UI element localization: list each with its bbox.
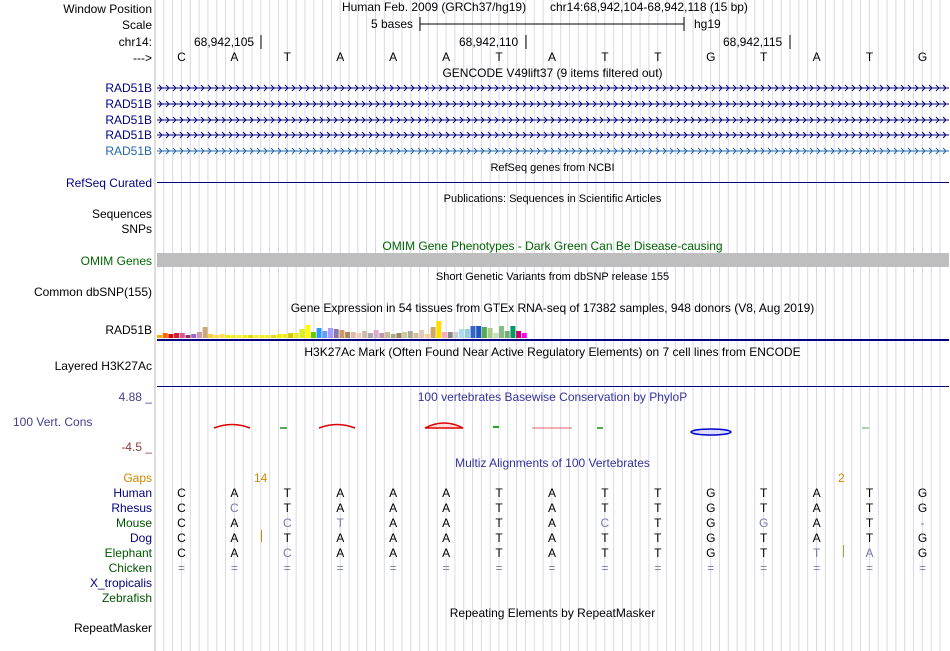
h3k27ac-track-title[interactable]: H3K27Ac Mark (Often Found Near Active Regulatory Elements) on 7 cell lines from ENCODE [304,345,801,359]
gtex-tissue-bar [191,334,196,338]
refseq-label[interactable]: RefSeq Curated [65,176,152,190]
alignment-base: T [495,546,503,560]
alignment-base: A [336,486,345,500]
alignment-base: C [177,516,186,530]
alignment-base: T [812,546,821,560]
base-letter: T [865,50,874,64]
scale-label: Scale [121,18,152,32]
alignment-base: T [760,546,768,560]
gtex-tissue-bar [214,335,219,338]
phylop-min: -4.5 _ [121,440,152,454]
alignment-base: T [495,486,503,500]
alignment-base: A [389,501,398,515]
gtex-tissue-bar [402,332,407,338]
alignment-base: A [547,501,556,515]
alignment-base: T [601,501,609,515]
alignment-base: T [654,516,662,530]
alignment-base: T [283,501,291,515]
gtex-tissue-bar [505,331,510,338]
alignment-base: = [177,561,185,575]
window-position-label: Window Position [63,2,152,16]
assembly-title: Human Feb. 2009 (GRCh37/hg19) [342,0,527,14]
alignment-base: = [707,561,715,575]
alignment-base: A [389,516,398,530]
alignment-base: T [865,516,874,530]
gtex-tissue-bar [425,334,430,338]
gtex-tissue-bar [260,335,265,338]
gtex-tissue-bar [488,328,493,338]
gtex-tissue-bar [453,332,458,338]
alignment-base: C [282,516,292,530]
gtex-tissue-bar [271,335,276,338]
alignment-base: A [547,516,556,530]
omim-feature-bar[interactable] [157,253,949,267]
gtex-tissue-bar [442,332,447,338]
gtex-tissue-bar [254,335,259,338]
alignment-base: G [706,516,716,530]
alignment-base: A [547,531,556,545]
base-letter: A [336,50,345,64]
db-name: hg19 [694,17,721,31]
alignment-base: T [760,486,768,500]
gtex-tissue-bar [493,333,498,338]
species-label[interactable]: Dog [129,531,152,545]
alignment-base: A [389,531,398,545]
gtex-tissue-bar [311,332,316,338]
base-letter: T [601,50,609,64]
gtex-tissue-bar [243,335,248,338]
gtex-tissue-bar [203,327,208,338]
alignment-base: A [812,501,821,515]
gencode-transcript [157,132,949,138]
alignment-base: A [442,501,451,515]
gap-count: 14 [254,471,268,485]
alignment-base: - [920,516,925,530]
alignment-base: G [917,486,928,500]
alignment-base: = [760,561,768,575]
alignment-base: A [442,546,451,560]
alignment-base: A [389,486,398,500]
omim-track-title[interactable]: OMIM Gene Phenotypes - Dark Green Can Be Disease-causing [382,239,723,253]
repeatmasker-track-title[interactable]: Repeating Elements by RepeatMasker [449,606,656,620]
gencode-item-label[interactable]: RAD51B [105,113,152,127]
species-label[interactable]: X_tropicalis [89,576,152,590]
alignment-base: A [547,486,556,500]
alignment-base: T [495,516,503,530]
gtex-track-title[interactable]: Gene Expression in 54 tissues from GTEx RNA-seq of 17382 samples, 948 donors (V8, Aug 2019) [290,301,815,315]
gtex-tissue-bar [300,329,305,338]
gtex-tissue-bar [345,332,350,338]
alignment-base: G [917,501,928,515]
phylop-label[interactable]: 100 Vert. Cons [13,415,93,429]
gaps-label: Gaps [123,471,152,485]
gtex-tissue-bar [168,334,173,338]
refseq-transcript[interactable] [157,182,949,183]
gtex-tissue-bar [231,335,236,338]
alignment-base: T [283,531,291,545]
alignment-base: A [812,486,821,500]
gtex-tissue-bar [163,333,168,338]
alignment-base: T [654,531,662,545]
gtex-tissue-bar [368,333,373,338]
alignment-base: = [813,561,821,575]
alignment-base: C [282,546,292,560]
gtex-tissue-bar [436,321,441,338]
tick-label: 68,942,105 [194,35,255,49]
alignment-base: G [917,531,928,545]
publications-track-title[interactable]: Publications: Sequences in Scientific Articles [443,193,662,205]
gtex-tissue-bar [197,332,202,338]
gtex-tissue-bar [339,330,344,338]
alignment-base: = [230,561,238,575]
gtex-tissue-bar [317,328,322,338]
gtex-tissue-bar [362,331,367,338]
gtex-tissue-bar [510,326,515,338]
alignment-base: A [547,546,556,560]
base-letter: C [177,50,186,64]
alignment-base: T [865,486,874,500]
gtex-tissue-bar [282,334,287,338]
alignment-base: A [442,486,451,500]
alignment-base: T [495,501,503,515]
base-letter: A [389,50,398,64]
gtex-tissue-bar [379,333,384,338]
gap-count: 2 [838,471,845,485]
alignment-base: A [230,486,239,500]
base-letter: T [760,50,768,64]
gtex-tissue-bar [334,329,339,338]
scale-text: 5 bases [371,17,414,31]
base-letter: G [706,50,716,64]
gtex-tissue-bar [157,335,162,338]
alignment-base: T [654,486,662,500]
alignment-base: T [601,531,609,545]
gtex-tissue-bar [186,335,191,338]
gencode-transcripts[interactable] [157,80,949,160]
gtex-tissue-bar [322,331,327,338]
gtex-tissue-bar [419,330,424,338]
alignment-base: A [389,546,398,560]
gtex-tissue-bar [471,326,476,338]
base-letter: T [283,50,291,64]
gtex-tissue-bar [208,334,213,338]
alignment-base: T [654,501,662,515]
gencode-transcript [157,117,949,123]
gencode-transcript [157,148,949,154]
snps-label[interactable]: SNPs [121,222,152,236]
species-label[interactable]: Rhesus [111,501,152,515]
scale-bar [418,16,688,32]
publications-label[interactable]: Sequences [91,207,152,221]
alignment-base: T [654,546,662,560]
gtex-tissue-bar [180,333,185,338]
alignment-base: C [230,501,239,515]
phylop-wiggle[interactable] [157,418,949,438]
gencode-item-label[interactable]: RAD51B [105,144,152,158]
insertion-marker [843,545,844,557]
alignment-base: G [759,516,769,530]
dbsnp-label[interactable]: Common dbSNP(155) [33,285,152,299]
alignment-base: G [706,501,716,515]
alignment-base: = [283,561,291,575]
gencode-transcript [157,85,949,91]
window-position[interactable]: chr14:68,942,104-68,942,118 (15 bp) [550,0,748,14]
tick-label: 68,942,115 [723,35,783,49]
alignment-base: A [442,516,451,530]
phylop-max: 4.88 _ [118,390,152,404]
alignment-base: G [706,546,716,560]
gtex-tissue-bar [516,331,521,338]
alignment-base: C [177,546,186,560]
alignment-base: = [918,561,926,575]
alignment-base: T [601,486,609,500]
alignment-base: A [230,531,239,545]
alignment-base: T [865,501,874,515]
gencode-transcript [157,101,949,107]
multiz-track-title[interactable]: Multiz Alignments of 100 Vertebrates [455,456,650,470]
gtex-tissue-bar [482,327,487,338]
alignment-base: T [760,531,768,545]
gtex-label[interactable]: RAD51B [105,323,152,337]
alignment-base: A [230,546,239,560]
gencode-item-label[interactable]: RAD51B [105,81,152,95]
gtex-tissue-bar [448,332,453,338]
base-letter: A [812,50,821,64]
tick-label: 68,942,110 [459,35,519,49]
gtex-tissue-bar [305,325,310,338]
gencode-item-label[interactable]: RAD51B [105,128,152,142]
alignment-base: A [336,546,345,560]
species-label[interactable]: Human [113,486,152,500]
species-label[interactable]: Zebrafish [101,591,152,605]
alignment-base: = [654,561,662,575]
alignment-base: = [601,561,609,575]
gtex-tissue-bar [465,329,470,338]
phylop-track-title[interactable]: 100 vertebrates Basewise Conservation by PhyloP [417,390,688,404]
gtex-tissue-bar [391,334,396,338]
chrom-label: chr14: [118,35,152,49]
tick-marks [0,34,950,50]
base-letter: A [442,50,451,64]
alignment-base: G [706,531,716,545]
gencode-track-title[interactable]: GENCODE V49lift37 (9 items filtered out) [442,66,663,80]
alignment-base: = [866,561,874,575]
alignment-base: G [706,486,716,500]
alignment-base: A [812,531,821,545]
base-letter: A [547,50,556,64]
alignment-base: C [177,486,186,500]
gtex-tissue-bar [328,328,333,338]
gtex-tissue-bar [220,334,225,338]
alignment-base: A [865,546,874,560]
gtex-tissue-bar [225,335,230,338]
alignment-base: A [336,501,345,515]
alignment-base: T [760,501,768,515]
dbsnp-track-title[interactable]: Short Genetic Variants from dbSNP release 155 [435,271,670,283]
alignment-base: T [865,531,874,545]
alignment-base: = [389,561,397,575]
species-label[interactable]: Mouse [115,516,152,530]
alignment-base: T [336,516,344,530]
gtex-tissue-bar [476,326,481,338]
base-letter: A [230,50,239,64]
alignment-base: T [283,486,291,500]
gtex-tissue-bar [374,330,379,338]
base-letter: G [917,50,928,64]
gtex-tissue-bar [277,334,282,338]
gtex-tissue-bar [294,333,299,338]
gtex-tissue-bar [459,329,464,338]
alignment-base: C [177,501,186,515]
h3k27ac-label[interactable]: Layered H3K27Ac [54,359,152,373]
alignment-base: C [177,531,186,545]
alignment-base: T [495,531,503,545]
omim-label[interactable]: OMIM Genes [80,254,152,268]
gtex-tissue-bar [237,335,242,338]
gtex-tissue-bar [408,331,413,338]
alignment-base: = [495,561,503,575]
h3k27ac-baseline [157,386,949,387]
gtex-tissue-bar [288,333,293,338]
gtex-tissue-bar [522,333,527,338]
species-label[interactable]: Elephant [104,546,152,560]
species-label[interactable]: Chicken [108,561,152,575]
refseq-track-title[interactable]: RefSeq genes from NCBI [490,162,615,174]
gtex-tissue-bar [351,332,356,338]
alignment-base: A [442,531,451,545]
gtex-tissue-bar [248,335,253,338]
gtex-tissue-bar [396,333,401,338]
alignment-base: A [812,516,821,530]
base-letter: T [654,50,662,64]
gtex-tissue-bar [385,332,390,338]
alignment-base: = [336,561,344,575]
repeatmasker-label[interactable]: RepeatMasker [73,621,152,635]
gtex-tissue-bar [174,333,179,338]
alignment-base: A [230,516,239,530]
gtex-expression-bars[interactable] [157,318,949,342]
insertion-marker [261,530,262,542]
alignment-base: C [600,516,610,530]
alignment-base: = [442,561,450,575]
gtex-tissue-bar [499,326,504,338]
gtex-tissue-bar [357,333,362,338]
alignment-base: G [917,546,928,560]
strand-label: ---> [133,51,152,65]
gencode-item-label[interactable]: RAD51B [105,97,152,111]
alignment-base: A [336,531,345,545]
base-letter: T [495,50,503,64]
gtex-tissue-bar [414,333,419,338]
alignment-base: T [601,546,609,560]
gtex-tissue-bar [431,327,436,338]
gtex-tissue-bar [265,335,270,338]
alignment-base: = [548,561,556,575]
